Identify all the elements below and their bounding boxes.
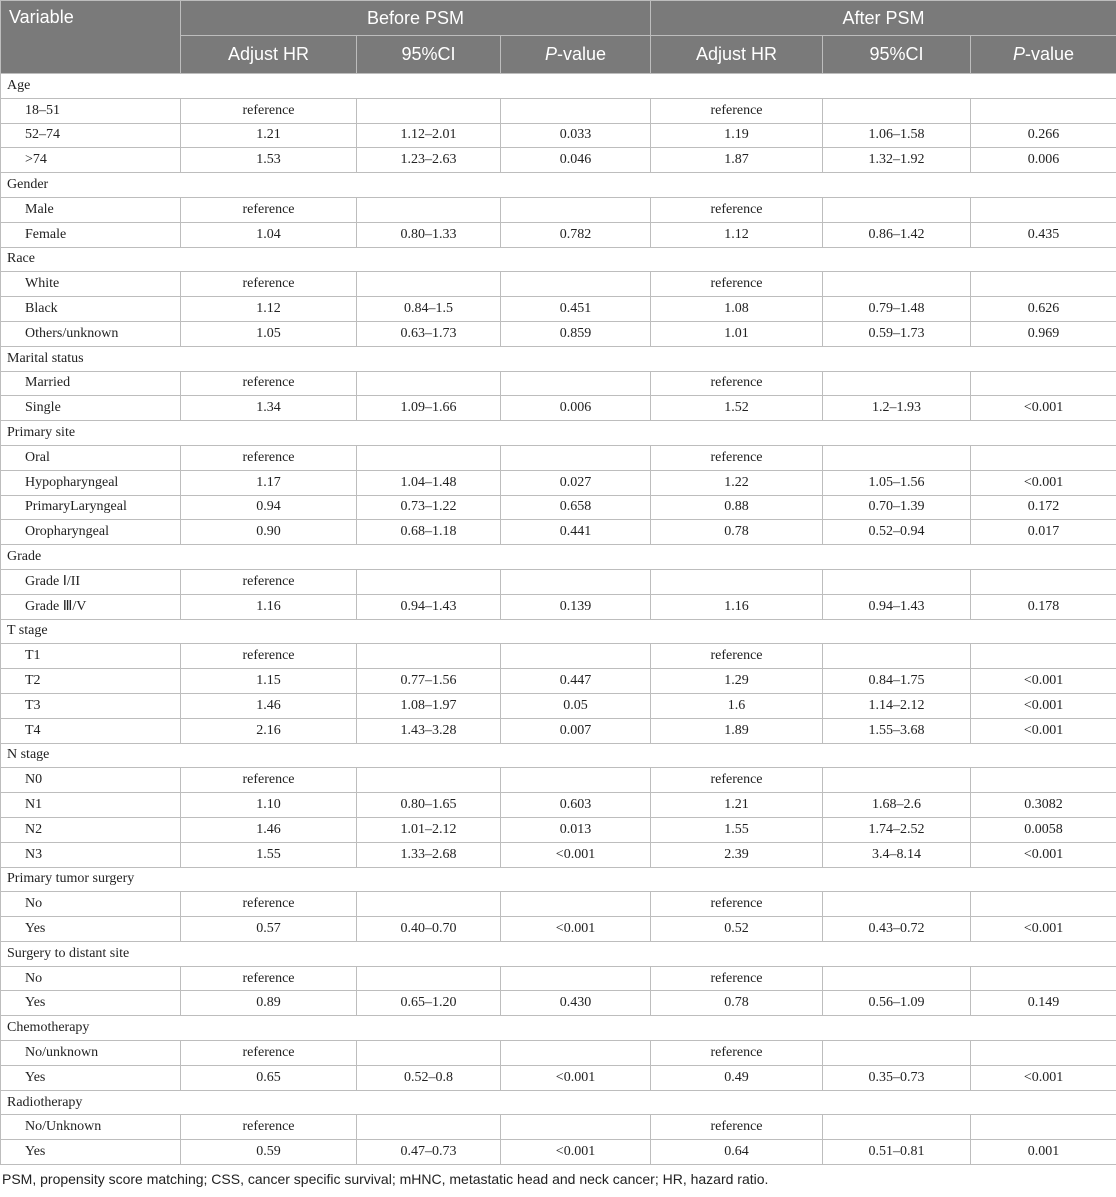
before-hr-cell: reference [181,966,357,991]
after-ci-cell: 0.84–1.75 [823,669,971,694]
before-ci-cell: 1.23–2.63 [357,148,501,173]
after-p-cell [971,569,1116,594]
row-label: No [1,966,181,991]
after-ci-cell [823,892,971,917]
before-p-cell [501,1115,651,1140]
after-p-cell: <0.001 [971,470,1116,495]
before-ci-cell: 1.04–1.48 [357,470,501,495]
row-label: Others/unknown [1,321,181,346]
before-p-cell: 0.430 [501,991,651,1016]
before-p-cell: 0.05 [501,693,651,718]
after-p-cell [971,371,1116,396]
row-label: 18–51 [1,98,181,123]
group-row [1,619,1116,644]
before-hr-cell: reference [181,445,357,470]
table-row [1,569,1116,594]
table-row [1,272,1116,297]
before-ci-cell: 1.33–2.68 [357,842,501,867]
after-hr-cell: 1.52 [651,396,823,421]
after-p-cell: 0.178 [971,594,1116,619]
before-ci-cell [357,272,501,297]
row-label: Male [1,197,181,222]
before-hr-cell: 2.16 [181,718,357,743]
before-hr-cell: 0.90 [181,520,357,545]
after-hr-cell: reference [651,644,823,669]
before-hr-cell: 0.89 [181,991,357,1016]
after-p-cell [971,98,1116,123]
table-row [1,371,1116,396]
group-label: Primary tumor surgery [1,867,1116,892]
after-p-cell [971,966,1116,991]
group-label: Race [1,247,1116,272]
before-ci-cell: 0.73–1.22 [357,495,501,520]
before-p-cell [501,569,651,594]
table-row [1,594,1116,619]
p-value-header: P-value [501,36,651,74]
row-label: Grade Ⅰ/II [1,569,181,594]
before-hr-cell: 1.55 [181,842,357,867]
row-label: Single [1,396,181,421]
before-hr-cell: 0.65 [181,1065,357,1090]
before-hr-cell: 1.12 [181,297,357,322]
after-hr-cell: 1.29 [651,669,823,694]
after-ci-cell: 0.51–0.81 [823,1140,971,1165]
group-label: Surgery to distant site [1,941,1116,966]
before-hr-cell: 1.46 [181,693,357,718]
group-label: N stage [1,743,1116,768]
before-ci-cell: 1.08–1.97 [357,693,501,718]
table-row [1,669,1116,694]
before-hr-cell: reference [181,272,357,297]
row-label: Oral [1,445,181,470]
before-p-cell: <0.001 [501,1140,651,1165]
after-ci-cell [823,768,971,793]
table-row [1,718,1116,743]
table-row [1,495,1116,520]
before-ci-cell: 0.94–1.43 [357,594,501,619]
before-hr-cell: reference [181,892,357,917]
before-ci-cell [357,197,501,222]
after-p-cell: 0.0058 [971,817,1116,842]
row-label: N1 [1,793,181,818]
before-ci-cell: 0.52–0.8 [357,1065,501,1090]
table-row [1,470,1116,495]
before-ci-cell [357,1115,501,1140]
ci-header: 95%CI [357,36,501,74]
after-ci-cell: 3.4–8.14 [823,842,971,867]
after-hr-cell: reference [651,197,823,222]
table-footnote: PSM, propensity score matching; CSS, cancer specific survival; mHNC, metastatic head and neck cancer; HR, hazard ratio. [2,1171,769,1188]
after-p-cell [971,272,1116,297]
before-p-cell [501,1041,651,1066]
after-p-cell: 0.149 [971,991,1116,1016]
p-value-header: P-value [971,36,1116,74]
after-hr-cell: reference [651,371,823,396]
after-ci-cell [823,272,971,297]
before-p-cell: 0.027 [501,470,651,495]
after-ci-cell: 0.52–0.94 [823,520,971,545]
after-p-cell: 0.172 [971,495,1116,520]
table-row [1,842,1116,867]
after-ci-cell: 1.14–2.12 [823,693,971,718]
table-row [1,297,1116,322]
after-hr-cell: 1.6 [651,693,823,718]
before-hr-cell: 1.34 [181,396,357,421]
after-ci-cell: 1.32–1.92 [823,148,971,173]
before-p-cell: <0.001 [501,842,651,867]
before-p-cell: 0.046 [501,148,651,173]
before-p-cell: 0.782 [501,222,651,247]
after-hr-cell: 0.78 [651,520,823,545]
table-row [1,793,1116,818]
before-ci-cell: 0.80–1.65 [357,793,501,818]
after-hr-cell: reference [651,768,823,793]
before-hr-cell: reference [181,569,357,594]
after-hr-cell: reference [651,272,823,297]
after-p-cell [971,644,1116,669]
table-row [1,991,1116,1016]
before-ci-cell [357,569,501,594]
row-label: Yes [1,917,181,942]
after-ci-cell: 1.05–1.56 [823,470,971,495]
before-p-cell: 0.447 [501,669,651,694]
table-row [1,445,1116,470]
row-label: Oropharyngeal [1,520,181,545]
before-ci-cell: 1.09–1.66 [357,396,501,421]
before-ci-cell: 0.40–0.70 [357,917,501,942]
table-row [1,321,1116,346]
after-hr-cell: 1.08 [651,297,823,322]
after-ci-cell: 0.86–1.42 [823,222,971,247]
table-row [1,148,1116,173]
after-ci-cell [823,197,971,222]
after-hr-cell: 1.21 [651,793,823,818]
after-hr-cell: 0.88 [651,495,823,520]
after-hr-cell: 0.64 [651,1140,823,1165]
row-label: >74 [1,148,181,173]
after-hr-cell: 2.39 [651,842,823,867]
table-row [1,197,1116,222]
table-row [1,1065,1116,1090]
after-ci-cell: 0.56–1.09 [823,991,971,1016]
after-p-cell: 0.017 [971,520,1116,545]
after-hr-cell: 1.55 [651,817,823,842]
before-hr-cell: 1.15 [181,669,357,694]
table-row [1,520,1116,545]
after-ci-cell: 1.55–3.68 [823,718,971,743]
row-label: White [1,272,181,297]
after-p-cell: 0.001 [971,1140,1116,1165]
row-label: T3 [1,693,181,718]
before-ci-cell: 0.84–1.5 [357,297,501,322]
before-ci-cell [357,644,501,669]
after-p-cell [971,892,1116,917]
before-hr-cell: reference [181,197,357,222]
before-hr-cell: reference [181,1041,357,1066]
after-ci-cell [823,371,971,396]
after-p-cell: 0.435 [971,222,1116,247]
table-row [1,1140,1116,1165]
after-hr-cell: 1.01 [651,321,823,346]
table-body [1,74,1116,1165]
before-p-cell: 0.441 [501,520,651,545]
before-ci-cell: 0.68–1.18 [357,520,501,545]
group-row [1,346,1116,371]
group-label: T stage [1,619,1116,644]
before-hr-cell: reference [181,98,357,123]
before-p-cell [501,768,651,793]
before-ci-cell: 1.43–3.28 [357,718,501,743]
group-row [1,74,1116,99]
before-hr-cell: reference [181,1115,357,1140]
row-label: Hypopharyngeal [1,470,181,495]
after-ci-cell: 1.68–2.6 [823,793,971,818]
adjust-hr-header: Adjust HR [651,36,823,74]
after-p-cell: 0.626 [971,297,1116,322]
before-ci-cell [357,1041,501,1066]
after-hr-cell: reference [651,1041,823,1066]
before-p-cell [501,197,651,222]
after-hr-cell: 0.78 [651,991,823,1016]
group-row [1,173,1116,198]
before-p-cell: 0.139 [501,594,651,619]
before-p-cell: <0.001 [501,917,651,942]
group-label: Marital status [1,346,1116,371]
after-hr-cell: 1.22 [651,470,823,495]
after-ci-cell [823,644,971,669]
after-hr-cell: 1.12 [651,222,823,247]
after-p-cell: 0.266 [971,123,1116,148]
row-label: N3 [1,842,181,867]
table-row [1,817,1116,842]
after-hr-cell: reference [651,1115,823,1140]
after-ci-cell [823,1115,971,1140]
row-label: No [1,892,181,917]
after-ci-cell: 0.59–1.73 [823,321,971,346]
group-row [1,247,1116,272]
group-label: Gender [1,173,1116,198]
before-hr-cell: 1.16 [181,594,357,619]
table-row [1,1115,1116,1140]
table-row [1,1041,1116,1066]
after-ci-cell: 1.06–1.58 [823,123,971,148]
after-ci-cell [823,966,971,991]
after-p-cell: 0.969 [971,321,1116,346]
after-hr-cell: 1.89 [651,718,823,743]
before-p-cell: 0.007 [501,718,651,743]
table-row [1,98,1116,123]
after-p-cell [971,197,1116,222]
before-p-cell [501,966,651,991]
adjust-hr-header: Adjust HR [181,36,357,74]
before-hr-cell: 1.10 [181,793,357,818]
after-hr-cell: reference [651,445,823,470]
after-ci-cell: 0.79–1.48 [823,297,971,322]
after-p-cell: 0.3082 [971,793,1116,818]
before-p-cell [501,644,651,669]
after-p-cell: <0.001 [971,396,1116,421]
before-hr-cell: 1.53 [181,148,357,173]
before-ci-cell [357,966,501,991]
after-ci-cell: 1.2–1.93 [823,396,971,421]
after-hr-cell: 1.16 [651,594,823,619]
after-p-cell [971,1115,1116,1140]
group-label: Radiotherapy [1,1090,1116,1115]
table-header [1,1,1116,74]
row-label: T2 [1,669,181,694]
row-label: No/unknown [1,1041,181,1066]
group-label: Grade [1,545,1116,570]
group-label: Age [1,74,1116,99]
before-hr-cell: reference [181,644,357,669]
after-ci-cell [823,98,971,123]
after-hr-cell: 0.49 [651,1065,823,1090]
group-row [1,421,1116,446]
row-label: Female [1,222,181,247]
before-hr-cell: 1.05 [181,321,357,346]
group-label: Primary site [1,421,1116,446]
row-label: Yes [1,1065,181,1090]
table-row [1,396,1116,421]
group-row [1,743,1116,768]
after-ci-cell: 1.74–2.52 [823,817,971,842]
after-p-cell: <0.001 [971,718,1116,743]
before-hr-cell: 1.46 [181,817,357,842]
row-label: N0 [1,768,181,793]
after-p-cell [971,768,1116,793]
before-ci-cell: 1.12–2.01 [357,123,501,148]
after-hr-cell: reference [651,892,823,917]
before-ci-cell [357,892,501,917]
row-label: No/Unknown [1,1115,181,1140]
before-hr-cell: 0.57 [181,917,357,942]
after-p-cell: <0.001 [971,917,1116,942]
before-ci-cell: 0.65–1.20 [357,991,501,1016]
ci-header: 95%CI [823,36,971,74]
after-hr-cell [651,569,823,594]
before-p-cell: 0.006 [501,396,651,421]
before-p-cell [501,445,651,470]
before-p-cell: 0.033 [501,123,651,148]
after-p-cell [971,445,1116,470]
group-row [1,1016,1116,1041]
before-hr-cell: reference [181,371,357,396]
after-ci-cell [823,569,971,594]
before-p-cell: 0.013 [501,817,651,842]
before-ci-cell [357,768,501,793]
variable-header: Variable [1,1,181,74]
after-hr-cell: 1.87 [651,148,823,173]
before-hr-cell: reference [181,768,357,793]
before-p-cell: 0.451 [501,297,651,322]
after-ci-cell [823,1041,971,1066]
table-row [1,123,1116,148]
after-ci-cell: 0.70–1.39 [823,495,971,520]
table-row [1,892,1116,917]
after-hr-cell: 0.52 [651,917,823,942]
before-ci-cell [357,371,501,396]
before-p-cell: 0.859 [501,321,651,346]
before-ci-cell: 1.01–2.12 [357,817,501,842]
row-label: Black [1,297,181,322]
after-ci-cell: 0.35–0.73 [823,1065,971,1090]
group-row [1,1090,1116,1115]
after-p-cell: <0.001 [971,842,1116,867]
before-hr-cell: 1.21 [181,123,357,148]
table-row [1,222,1116,247]
group-row [1,545,1116,570]
before-p-cell: 0.603 [501,793,651,818]
after-p-cell: <0.001 [971,1065,1116,1090]
after-ci-cell: 0.43–0.72 [823,917,971,942]
after-hr-cell: reference [651,98,823,123]
row-label: Grade Ⅲ/V [1,594,181,619]
group-row [1,867,1116,892]
after-psm-header: After PSM [651,1,1116,36]
table-row [1,693,1116,718]
table-row [1,966,1116,991]
before-psm-header: Before PSM [181,1,651,36]
before-ci-cell [357,445,501,470]
table-row [1,917,1116,942]
before-ci-cell: 0.77–1.56 [357,669,501,694]
after-ci-cell: 0.94–1.43 [823,594,971,619]
before-hr-cell: 1.17 [181,470,357,495]
row-label: 52–74 [1,123,181,148]
before-hr-cell: 0.94 [181,495,357,520]
after-ci-cell [823,445,971,470]
before-p-cell [501,98,651,123]
table-row [1,768,1116,793]
before-p-cell: <0.001 [501,1065,651,1090]
before-ci-cell: 0.63–1.73 [357,321,501,346]
after-hr-cell: reference [651,966,823,991]
row-label: Married [1,371,181,396]
after-p-cell: <0.001 [971,669,1116,694]
before-ci-cell: 0.80–1.33 [357,222,501,247]
before-p-cell [501,892,651,917]
after-p-cell: <0.001 [971,693,1116,718]
group-label: Chemotherapy [1,1016,1116,1041]
row-label: N2 [1,817,181,842]
group-row [1,941,1116,966]
row-label: T4 [1,718,181,743]
before-ci-cell: 0.47–0.73 [357,1140,501,1165]
after-p-cell: 0.006 [971,148,1116,173]
table-row [1,644,1116,669]
before-ci-cell [357,98,501,123]
row-label: Yes [1,991,181,1016]
row-label: T1 [1,644,181,669]
before-hr-cell: 0.59 [181,1140,357,1165]
after-hr-cell: 1.19 [651,123,823,148]
before-p-cell: 0.658 [501,495,651,520]
row-label: Yes [1,1140,181,1165]
row-label: PrimaryLaryngeal [1,495,181,520]
after-p-cell [971,1041,1116,1066]
before-p-cell [501,272,651,297]
before-p-cell [501,371,651,396]
before-hr-cell: 1.04 [181,222,357,247]
